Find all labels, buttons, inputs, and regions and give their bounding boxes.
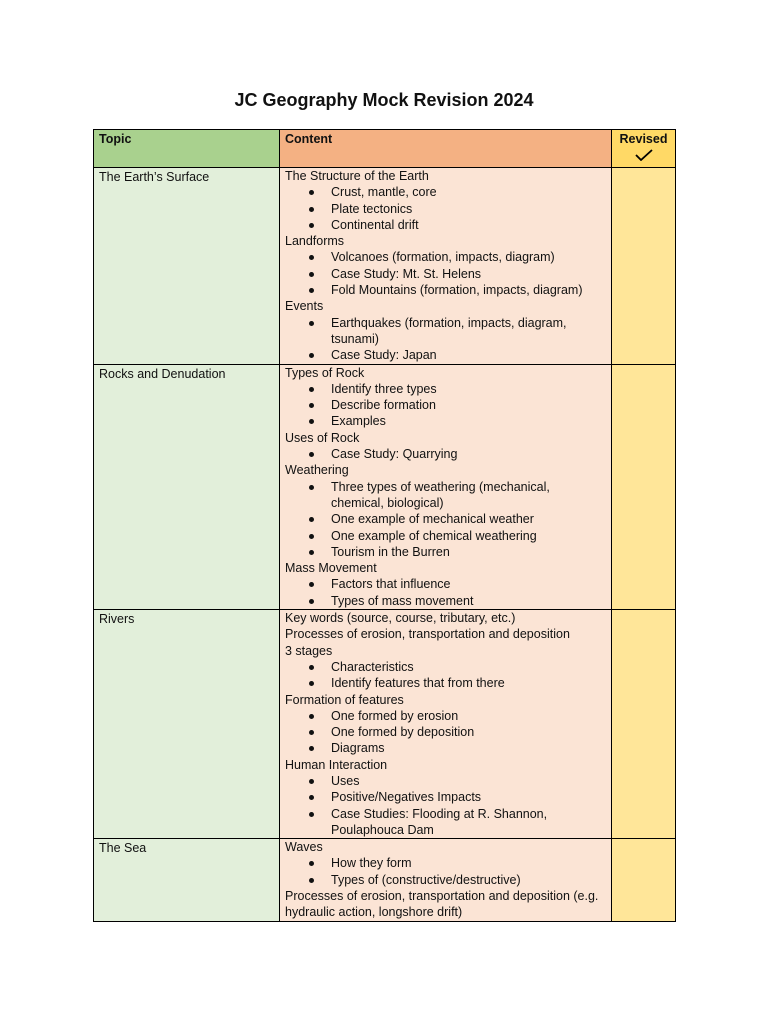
section-heading: Uses of Rock [285, 430, 360, 445]
list-item: Plate tectonics [331, 201, 606, 217]
checkmark-icon [635, 149, 653, 161]
revised-header [612, 130, 676, 168]
list-item: Crust, mantle, core [331, 184, 606, 200]
content-cell [280, 364, 612, 609]
list-item: Case Study: Mt. St. Helens [331, 266, 606, 282]
list-item: Positive/Negatives Impacts [331, 789, 606, 805]
topic-header: Topic [94, 130, 280, 168]
list-item: Characteristics [331, 659, 606, 675]
list-item: Three types of weathering (mechanical, chemical, biological) [331, 479, 606, 512]
bullet-list [285, 381, 606, 430]
bullet-list [285, 659, 606, 692]
list-item: Fold Mountains (formation, impacts, diagram) [331, 282, 606, 298]
list-item: Factors that influence [331, 576, 606, 592]
content-header: Content [280, 130, 612, 168]
table-row [94, 610, 676, 839]
section-heading: Mass Movement [285, 561, 377, 576]
list-item: Identify three types [331, 381, 606, 397]
table-row [94, 168, 676, 365]
content-cell [280, 610, 612, 839]
section-heading: Key words (source, course, tributary, etc.) [285, 611, 516, 626]
section-heading: Landforms [285, 234, 345, 249]
revised-checkbox-cell[interactable] [612, 610, 676, 839]
list-item: Tourism in the Burren [331, 544, 606, 560]
list-item: One example of chemical weathering [331, 528, 606, 544]
content-cell [280, 839, 612, 921]
bullet-list [285, 249, 606, 298]
revised-checkbox-cell[interactable] [612, 839, 676, 921]
section-heading: Weathering [285, 463, 349, 478]
section-heading: Formation of features [285, 692, 404, 707]
list-item: Case Studies: Flooding at R. Shannon, Poulaphouca Dam [331, 806, 606, 839]
revised-header-label: Revised [619, 132, 668, 146]
section-heading: Human Interaction [285, 757, 388, 772]
section-heading: 3 stages [285, 643, 333, 658]
revised-checkbox-cell[interactable] [612, 168, 676, 365]
topic-cell: Rocks and Denudation [94, 364, 280, 609]
list-item: Earthquakes (formation, impacts, diagram, tsunami) [331, 315, 606, 348]
section-heading: The Structure of the Earth [285, 169, 429, 183]
list-item: How they form [331, 855, 606, 871]
bullet-list [285, 315, 606, 364]
list-item: Case Study: Quarrying [331, 446, 606, 462]
bullet-list [285, 184, 606, 233]
bullet-list [285, 446, 606, 462]
bullet-list [285, 576, 606, 609]
revised-checkbox-cell[interactable] [612, 364, 676, 609]
list-item: Case Study: Japan [331, 347, 606, 363]
bullet-list [285, 708, 606, 757]
page-title: JC Geography Mock Revision 2024 [234, 90, 534, 110]
list-item: Describe formation [331, 397, 606, 413]
revision-table [93, 129, 676, 922]
section-heading: Events [285, 299, 324, 314]
section-heading: Types of Rock [285, 365, 365, 380]
list-item: Volcanoes (formation, impacts, diagram) [331, 249, 606, 265]
list-item: Types of (constructive/destructive) [331, 872, 606, 888]
list-item: One formed by erosion [331, 708, 606, 724]
list-item: Diagrams [331, 740, 606, 756]
list-item: One example of mechanical weather [331, 511, 606, 527]
bullet-list [285, 855, 606, 888]
list-item: Types of mass movement [331, 593, 606, 609]
list-item: Identify features that from there [331, 675, 606, 691]
section-heading: Waves [285, 840, 323, 855]
section-heading: Processes of erosion, transportation and deposition (e.g. hydraulic action, longshore drift) [285, 889, 599, 920]
list-item: One formed by deposition [331, 724, 606, 740]
list-item: Continental drift [331, 217, 606, 233]
header-row [94, 130, 676, 168]
list-item: Examples [331, 413, 606, 429]
topic-cell: The Earth’s Surface [94, 168, 280, 365]
topic-cell: Rivers [94, 610, 280, 839]
list-item: Uses [331, 773, 606, 789]
topic-cell: The Sea [94, 839, 280, 921]
section-heading: Processes of erosion, transportation and deposition [285, 627, 570, 642]
bullet-list [285, 479, 606, 560]
table-row [94, 364, 676, 609]
table-row [94, 839, 676, 921]
bullet-list [285, 773, 606, 838]
content-cell [280, 168, 612, 365]
